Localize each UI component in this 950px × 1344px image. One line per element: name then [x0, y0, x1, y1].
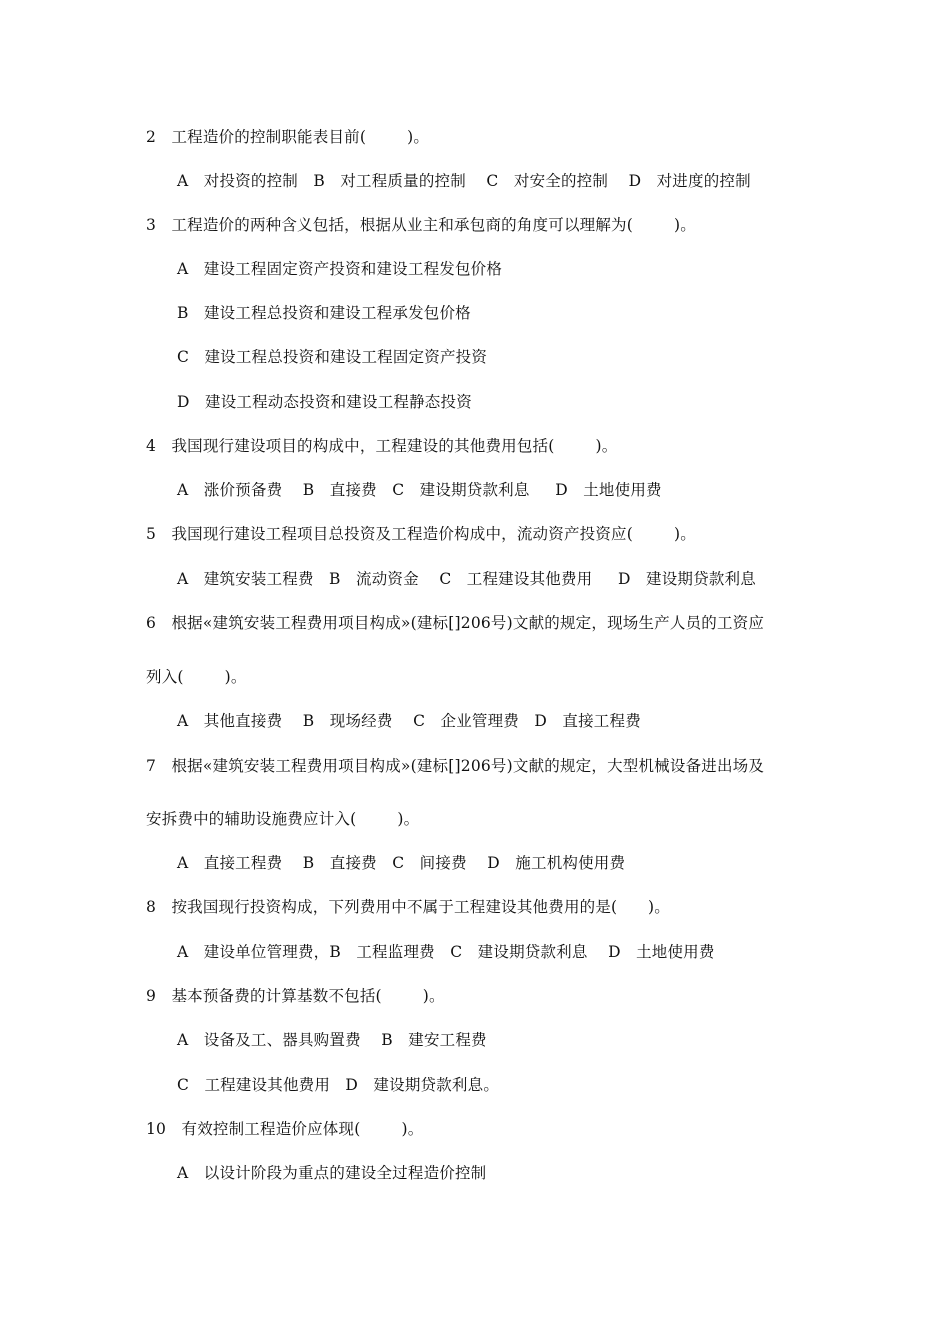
question-4: 4 我国现行建设项目的构成中，工程建设的其他费用包括( )。 — [146, 437, 618, 455]
question-10-option-a: A 以设计阶段为重点的建设全过程造价控制 — [177, 1164, 487, 1182]
question-4-options: A 涨价预备费 B 直接费 C 建设期贷款利息 D 土地使用费 — [177, 481, 662, 499]
question-6-options: A 其他直接费 B 现场经费 C 企业管理费 D 直接工程费 — [177, 712, 641, 730]
question-8-options: A 建设单位管理费，B 工程监理费 C 建设期贷款利息 D 土地使用费 — [177, 943, 715, 961]
question-7-options: A 直接工程费 B 直接费 C 间接费 D 施工机构使用费 — [177, 854, 626, 872]
question-6: 6 根据«建筑安装工程费用项目构成»(建标[]206号)文献的规定，现场生产人员的工资应 — [146, 614, 765, 632]
question-9-options-ab: A 设备及工、器具购置费 B 建安工程费 — [177, 1031, 487, 1049]
question-2-options: A 对投资的控制 B 对工程质量的控制 C 对安全的控制 D 对进度的控制 — [177, 172, 751, 190]
question-3-option-c: C 建设工程总投资和建设工程固定资产投资 — [177, 348, 488, 366]
question-10: 10 有效控制工程造价应体现( )。 — [146, 1120, 424, 1138]
question-5-options: A 建筑安装工程费 B 流动资金 C 工程建设其他费用 D 建设期贷款利息 — [177, 570, 756, 588]
question-5: 5 我国现行建设工程项目总投资及工程造价构成中，流动资产投资应( )。 — [146, 525, 696, 543]
question-9-options-cd: C 工程建设其他费用 D 建设期贷款利息。 — [177, 1076, 500, 1094]
question-2: 2 工程造价的控制职能表目前( )。 — [146, 128, 430, 146]
question-9: 9 基本预备费的计算基数不包括( )。 — [146, 987, 445, 1005]
question-7: 7 根据«建筑安装工程费用项目构成»(建标[]206号)文献的规定，大型机械设备进出场及 — [146, 757, 765, 775]
question-6-continued: 列入( )。 — [146, 668, 247, 686]
question-7-continued: 安拆费中的辅助设施费应计入( )。 — [146, 810, 420, 828]
question-8: 8 按我国现行投资构成，下列费用中不属于工程建设其他费用的是( )。 — [146, 898, 671, 916]
question-3-option-b: B 建设工程总投资和建设工程承发包价格 — [177, 304, 471, 322]
question-3-option-a: A 建设工程固定资产投资和建设工程发包价格 — [177, 260, 503, 278]
question-3-option-d: D 建设工程动态投资和建设工程静态投资 — [177, 393, 472, 411]
question-3: 3 工程造价的两种含义包括，根据从业主和承包商的角度可以理解为( )。 — [146, 216, 696, 234]
